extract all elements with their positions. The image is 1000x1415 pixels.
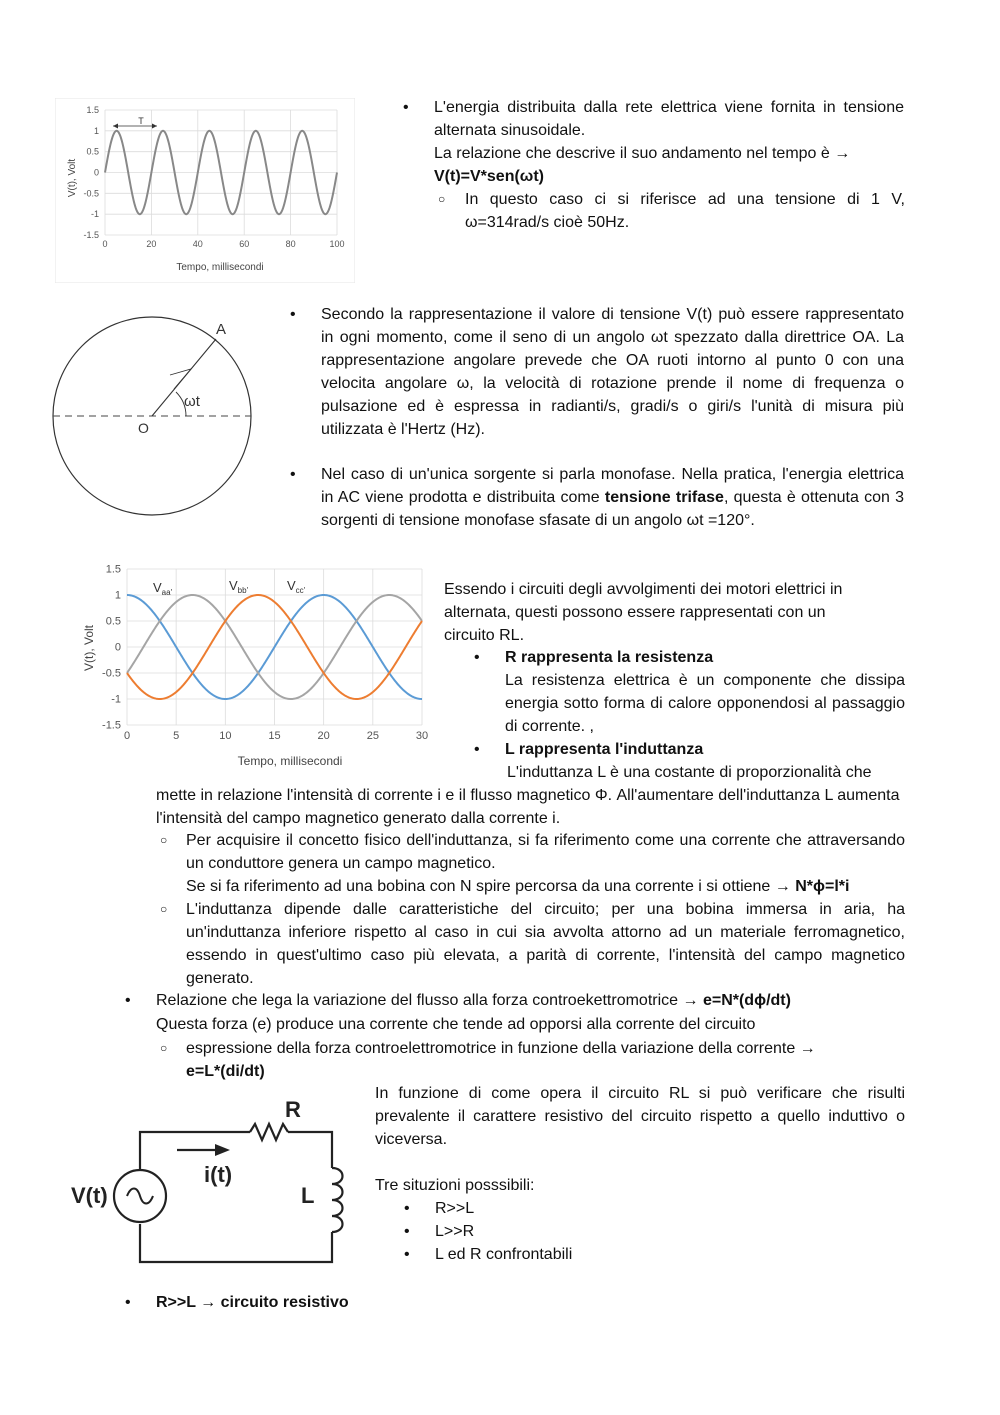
label-o: O	[138, 420, 149, 436]
x-tick-label: 0	[102, 239, 108, 249]
label-it: i(t)	[204, 1162, 233, 1187]
y-axis-label: V(t), Volt	[67, 158, 78, 198]
y-tick-label: 1	[114, 589, 121, 602]
x-tick-label: 20	[317, 730, 330, 742]
label-a: A	[216, 321, 227, 338]
sub-bullet: ○	[438, 192, 446, 206]
legend-vcc: $V_{cc'}$	[287, 578, 306, 595]
bullet: •	[474, 649, 480, 666]
resistor-symbol	[250, 1124, 288, 1140]
x-tick-label: 30	[415, 730, 429, 742]
bullet: •	[404, 1246, 410, 1263]
y-tick-label: 1.5	[86, 105, 99, 115]
intro-text	[434, 96, 904, 188]
trifase-text-a: Nel caso di un'unica sorgente si parla monofase. Nella pratica, l'energia elettrica in AC viene prodotta e distribuita come	[321, 466, 904, 506]
y-tick-label: -1.5	[102, 719, 121, 732]
y-tick-label: -1	[111, 693, 121, 706]
cem-line-2: Questa forza (e) produce una corrente che tende ad opporsi alla corrente del circuito	[156, 1016, 756, 1033]
bullet: •	[125, 992, 131, 1009]
x-tick-label: 80	[285, 239, 296, 249]
bullet: •	[125, 1294, 131, 1311]
formula-v: V(t)=V*sen(ωt)	[434, 168, 544, 185]
y-tick-label: 1	[93, 125, 99, 136]
x-tick-label: 60	[239, 239, 250, 249]
bullet: •	[290, 466, 296, 483]
x-tick-label: 100	[329, 239, 345, 249]
sine-chart	[55, 98, 355, 283]
resistive-heading: R>>L → circuito resistivo	[156, 1294, 349, 1311]
label-r: R	[285, 1097, 301, 1122]
trifase-text-c: , questa è ottenuta con 3 sorgenti di tensione monofase sfasate di un angolo ωt =120°.	[321, 489, 905, 529]
sub-text-1v: In questo caso ci si riferisce ad una tensione di 1 V, ω=314rad/s cioè 50Hz.	[465, 191, 905, 231]
y-tick-label: 0.5	[86, 146, 99, 157]
l-text-2: mette in relazione l'intensità di corrente i e il flusso magnetico Φ. All'aumentare dell'induttanza L aumenta l'intensità del campo magnetico generato dalla corrente i.	[156, 787, 900, 827]
l-text-1: L'induttanza L è una costante di proporzionalità che	[507, 764, 872, 781]
x-tick-label: 20	[146, 239, 157, 249]
y-tick-label: 0	[114, 641, 121, 654]
label-vt: V(t)	[71, 1183, 108, 1208]
y-axis-label: V(t), Volt	[82, 624, 96, 672]
list-item: L ed R confrontabili	[435, 1246, 573, 1263]
intro-line1: L'energia distribuita dalla rete elettrica viene fornita in tensione alternata sinusoidale.	[434, 99, 904, 139]
l-title: L rappresenta l'induttanza	[505, 741, 704, 758]
phasor-circle-diagram	[48, 312, 258, 522]
x-tick-label: 40	[192, 239, 203, 249]
bullet: •	[403, 99, 409, 116]
legend-vbb: $V_{bb'}$	[229, 578, 249, 595]
r-title: R rappresenta la resistenza	[505, 649, 714, 666]
y-tick-label: 1.5	[105, 563, 121, 576]
x-axis-label: Tempo, millisecondi	[237, 754, 343, 768]
label-omega-t: ωt	[184, 393, 200, 410]
l-sub-2: L'induttanza dipende dalle caratteristiche del circuito; per una bobina immersa in aria, ha un'induttanza inferiore rispetto al caso in cui sia avvolta attorno ad un materiale ferromagnetico, essendo in quest'ultimo caso più elevata, a parità di corrente, l'intensità del campo magnetico generato.	[186, 901, 905, 987]
x-tick-label: 5	[173, 730, 180, 742]
y-tick-label: 0.5	[105, 615, 121, 628]
sub-bullet: ○	[160, 833, 168, 847]
three-phase-chart	[75, 558, 440, 773]
label-l: L	[301, 1183, 315, 1208]
sub-bullet: ○	[160, 1041, 168, 1055]
cem-sub: espressione della forza controelettromotrice in funzione della variazione della corrente →	[186, 1040, 816, 1057]
x-tick-label: 25	[366, 730, 379, 742]
r-text: La resistenza elettrica è un componente che dissipa energia sotto forma di calore opponendosi al passaggio di corrente. ,	[505, 672, 905, 735]
x-tick-label: 15	[268, 730, 281, 742]
y-tick-label: -0.5	[83, 188, 99, 199]
formula-e-n: e=N*(dϕ/dt)	[702, 992, 791, 1009]
rl-circuit-diagram	[60, 1090, 360, 1280]
x-axis-label: Tempo, millisecondi	[176, 262, 264, 273]
current-arrow-icon	[215, 1144, 230, 1156]
x-tick-label: 10	[219, 730, 232, 742]
rl-behaviour-paragraph: In funzione di come opera il circuito RL si può verificare che risulti prevalente il carattere resistivo del circuito rispetto a quello induttivo o viceversa.	[375, 1085, 905, 1148]
phasor-paragraph: Secondo la rappresentazione il valore di tensione V(t) può essere rappresentato in ogni momento, come il seno di un angolo ωt spezzato dalla direttrice OA. La rappresentazione angolare prevede che OA ruoti intorno al punto 0 con una velocita angolare ω, la velocità di rotazione prende il nome di frequenza o pulsazione ed è espressa in radianti/s, gradi/s o giri/s l'unità di misura più utilizzata è l'Hertz (Hz).	[321, 306, 904, 438]
l-sub-1b: Se si fa riferimento ad una bobina con N spire percorsa da una corrente i si ottiene → N*ϕ=l*i	[186, 878, 850, 895]
list-item: L>>R	[435, 1223, 475, 1240]
rl-intro: Essendo i circuiti degli avvolgimenti dei motori elettrici in alternata, questi possono essere rappresentati con un circuito RL.	[444, 581, 843, 644]
sub-bullet: ○	[160, 902, 168, 916]
l-sub-1a: Per acquisire il concetto fisico dell'induttanza, si fa riferimento come una corrente che attraversando un conduttore genera un campo magnetico.	[186, 832, 905, 872]
bullet: •	[404, 1200, 410, 1217]
y-tick-label: 0	[93, 167, 99, 178]
trifase-paragraph	[321, 463, 904, 532]
y-tick-label: -0.5	[102, 667, 121, 680]
formula-e-l: e=L*(di/dt)	[186, 1063, 265, 1080]
situations-title: Tre situzioni posssibili:	[375, 1177, 535, 1194]
legend-vaa: $V_{aa'}$	[153, 580, 173, 597]
bullet: •	[404, 1223, 410, 1240]
bullet: •	[290, 306, 296, 323]
period-label: T	[138, 116, 144, 126]
x-tick-label: 0	[123, 730, 131, 742]
cem-line-1: Relazione che lega la variazione del flusso alla forza controekettromotrice → e=N*(dϕ/dt)	[156, 992, 791, 1009]
y-tick-label: -1	[90, 209, 99, 220]
trifase-bold: tensione trifase	[604, 489, 724, 506]
inductor-symbol	[332, 1168, 343, 1232]
y-tick-label: -1.5	[83, 230, 99, 240]
formula-nphi: N*ϕ=l*i	[795, 878, 850, 895]
intro-line2: La relazione che descrive il suo andamento nel tempo è →	[434, 145, 851, 162]
bullet: •	[474, 741, 480, 758]
list-item: R>>L	[435, 1200, 475, 1217]
